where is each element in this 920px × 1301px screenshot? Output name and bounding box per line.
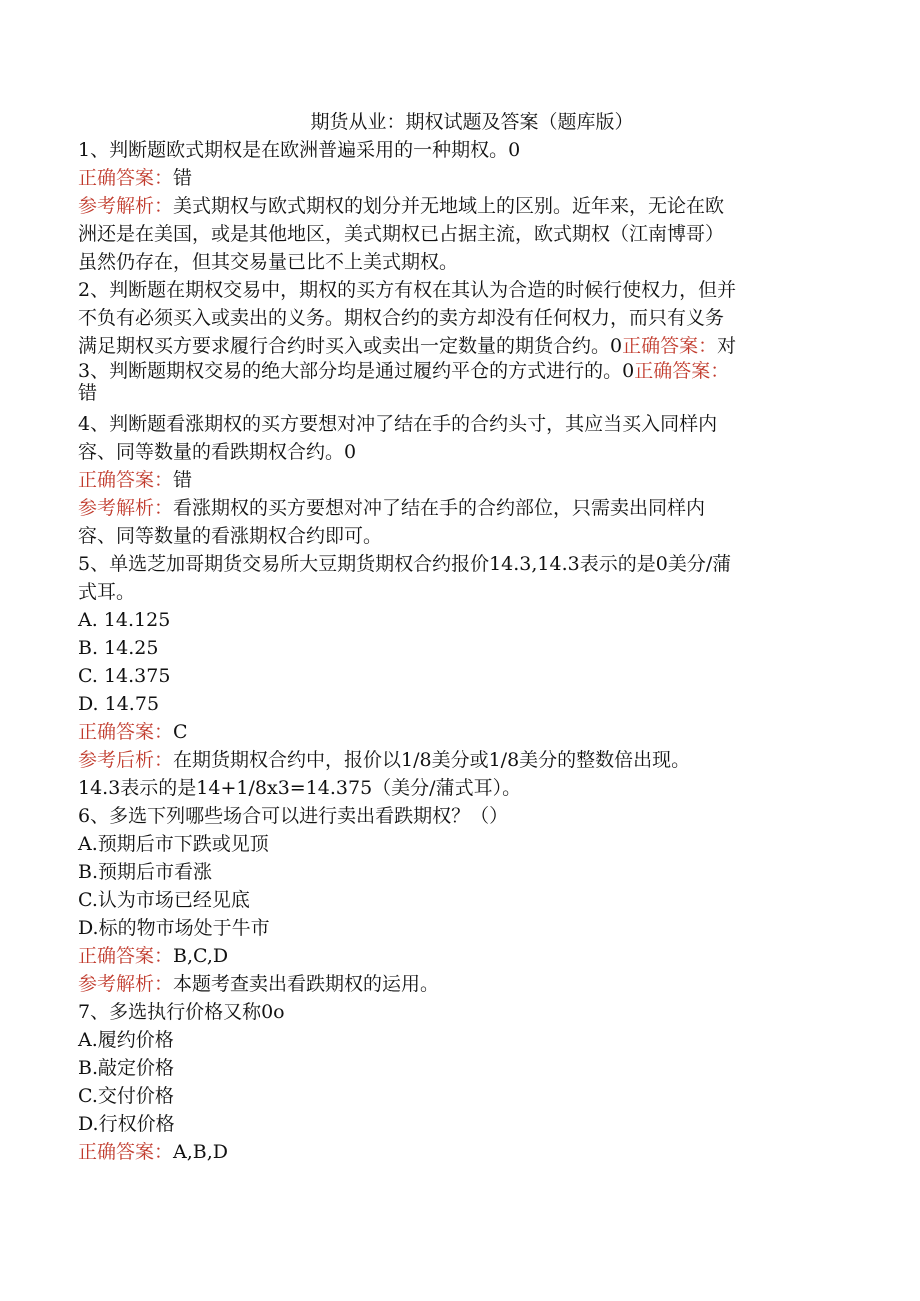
option-d: D.标的物市场处于牛市 [78,917,270,939]
question-4-stem-line: 4、判断题看涨期权的买方要想对冲了结在手的合约头寸，其应当买入同样内 [78,413,718,435]
analysis-text: 看涨期权的买方要想对冲了结在手的合约部位，只需卖出同样内 [173,497,706,519]
question-6-analysis-line [78,970,838,998]
question-4-analysis-line: 容、同等数量的看涨期权合约即可。 [78,525,383,547]
option-a: A. 14.125 [78,609,171,631]
option-a: A.预期后市下跌或见顶 [78,833,269,855]
analysis-label: 参考解析： [78,195,174,217]
answer-label: 正确答案： [78,945,174,967]
option-c: C.认为市场已经见底 [78,889,250,911]
stem-text: 满足期权买方要求履行合约时买入或卖出一定数量的期货合约。0 [78,335,623,357]
question-7-stem: 7、多选执行价格又称0o [78,1001,285,1023]
option-b: B.敲定价格 [78,1057,175,1079]
answer-value: 错 [173,167,193,189]
option-d: D. 14.75 [78,693,160,715]
question-2-stem-line: 不负有必须买入或卖出的义务。期权合约的卖方却没有任何权力，而只有义务 [78,307,725,329]
analysis-label: 参考解析： [78,973,174,995]
answer-label: 正确答案： [78,167,174,189]
question-5-analysis-line [78,746,838,774]
answer-label: 正确答案： [78,1141,174,1163]
question-6-stem: 6、多选下列哪些场合可以进行卖出看跌期权？（） [78,805,509,827]
question-1-analysis-line [78,192,838,220]
question-7-answer [78,1138,838,1166]
answer-label: 正确答案： [634,360,730,382]
question-5-analysis-line: 14.3表示的是14+1/8x3=14.375（美分/蒲式耳）。 [78,777,522,799]
option-d: D.行权价格 [78,1113,175,1135]
document-title: 期货从业：期权试题及答案（题库版） [310,111,634,133]
option-c: C.交付价格 [78,1085,174,1107]
question-1-analysis-line: 虽然仍存在，但其交易量已比不上美式期权。 [78,251,459,273]
question-2-stem-line: 2、判断题在期权交易中，期权的买方有权在其认为合造的时候行使权力，但并 [78,279,737,301]
option-b: B. 14.25 [78,637,159,659]
answer-label: 正确答案： [78,469,174,491]
analysis-label: 参考后析： [78,749,174,771]
option-c: C. 14.375 [78,665,171,687]
question-2-stem-line [78,332,838,360]
question-4-stem-line: 容、同等数量的看跌期权合约。0 [78,441,357,463]
question-5-stem-line: 5、单选芝加哥期货交易所大豆期货期权合约报价14.3,14.3表示的是0美分/蒲 [78,553,732,575]
answer-value: 对 [717,335,737,357]
question-4-analysis-line [78,494,838,522]
question-1-analysis-line: 洲还是在美国，或是其他地区，美式期权已占据主流，欧式期权（江南博哥） [78,223,725,245]
question-5-stem-line: 式耳。 [78,581,136,603]
analysis-text: 美式期权与欧式期权的划分并无地域上的区别。近年来，无论在欧 [173,195,725,217]
question-1-stem: 1、判断题欧式期权是在欧洲普遍采用的一种期权。0 [78,139,521,161]
question-1-answer [78,164,838,192]
document-body [78,108,838,1166]
question-4-answer [78,466,838,494]
question-3-answer: 错 [78,382,98,404]
answer-label: 正确答案： [78,721,174,743]
answer-value: A,B,D [173,1141,229,1163]
analysis-text: 本题考查卖出看跌期权的运用。 [173,973,440,995]
analysis-text: 在期货期权合约中，报价以1/8美分或1/8美分的整数倍出现。 [173,749,691,771]
stem-text: 3、判断题期权交易的绝大部分均是通过履约平仓的方式进行的。0 [78,360,635,382]
answer-label: 正确答案： [622,335,718,357]
answer-value: B,C,D [173,945,229,967]
answer-value: C [173,721,188,743]
option-a: A.履约价格 [78,1029,174,1051]
question-3-stem [78,360,838,382]
question-6-answer [78,942,838,970]
analysis-label: 参考解析： [78,497,174,519]
answer-value: 错 [173,469,193,491]
option-b: B.预期后市看涨 [78,861,213,883]
question-5-answer [78,718,838,746]
